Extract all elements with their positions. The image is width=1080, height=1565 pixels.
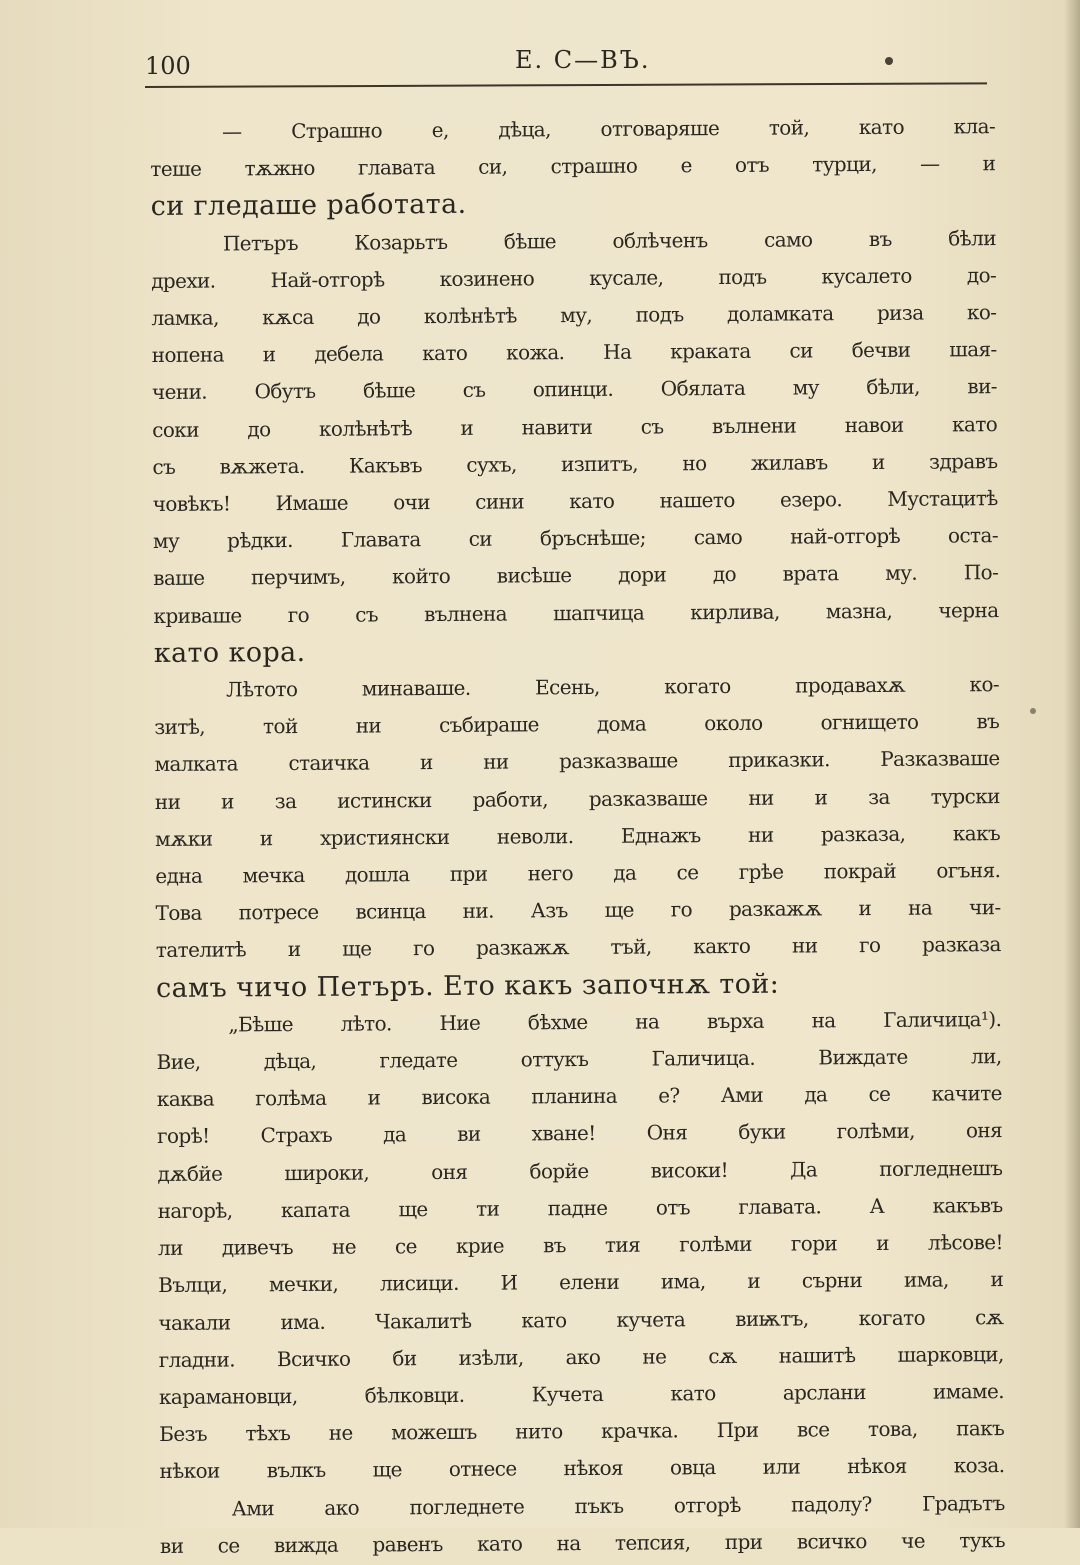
text-line: Лѣтото минаваше. Есень, когато продавахѫ ко- <box>225 672 1000 702</box>
text-line: си гледаше работата. <box>150 189 467 223</box>
text-line: самъ чичо Петъръ. Ето какъ започнѫ той: <box>155 968 780 1004</box>
text-line: съ вѫжета. Какъвъ сухъ, изпитъ, но жилавъ и здравъ <box>152 448 998 479</box>
body-text <box>150 108 1005 1565</box>
page-header <box>145 40 990 90</box>
text-line: една мечка дошла при него да се грѣе покрай огъня. <box>155 858 1001 889</box>
text-line: ли дивечъ не се крие въ тия голѣми гори и лѣсове! <box>157 1230 1003 1261</box>
text-line: Това потресе всинца ни. Азъ ще го разкажѫ и на чи- <box>155 895 1001 926</box>
ink-speck <box>885 57 893 65</box>
text-line: соки до колѣнѣтѣ и навити съ вълнени навои като <box>152 411 998 442</box>
text-line: малката стаичка и ни разказваше приказки. Разказваше <box>154 746 1000 777</box>
page-number: 100 <box>145 52 191 80</box>
text-line: дрехи. Най-отгорѣ козинено кусале, подъ кусалето до- <box>151 262 997 293</box>
text-line: Безъ тѣхъ не можешъ нито крачка. При все това, пакъ <box>159 1416 1005 1447</box>
text-line: чакали има. Чакалитѣ като кучета виѭтъ, когато сѫ <box>158 1304 1004 1335</box>
text-line: дѫбйе широки, оня борйе високи! Да погледнешъ <box>157 1155 1003 1186</box>
header-rule <box>145 82 987 88</box>
text-line: мѫки и християнски неволи. Еднажъ ни разказа, какъ <box>154 820 1001 851</box>
text-line: Ами ако погледнете пъкъ отгорѣ падолу? Градътъ <box>231 1490 1005 1520</box>
text-line: ни и за истински работи, разказваше ни и за турски <box>154 783 1000 814</box>
text-line: нагорѣ, капата ще ти падне отъ главата. А какъвъ <box>157 1192 1003 1223</box>
text-line: Петъръ Козарьтъ бѣше облѣченъ само въ бѣли <box>222 225 996 256</box>
text-line: нѣкои вълкъ ще отнесе нѣкоя овца или нѣкоя коза. <box>159 1453 1005 1484</box>
text-line: каква голѣма и висока планина е? Ами да се качите <box>156 1081 1002 1112</box>
text-line: му рѣдки. Главата си бръснѣше; само най-отгорѣ оста- <box>152 523 999 554</box>
text-line: Вълци, мечки, лисици. И елени има, и сърни има, и <box>158 1267 1004 1298</box>
ink-speck <box>1030 708 1036 714</box>
text-line: карамановци, бѣлковци. Кучета като арслани имаме. <box>158 1378 1005 1409</box>
text-line: зитѣ, той ни събираше дома около огнището въ <box>154 709 1000 740</box>
text-line: ваше перчимъ, който висѣше дори до врата му. По- <box>153 560 999 591</box>
text-line: криваше го съ вълнена шапчица кирлива, мазна, черна <box>153 597 999 628</box>
text-line: ви се вижда равенъ като на тепсия, при всичко че тукъ <box>159 1527 1006 1558</box>
text-line: човѣкъ! Имаше очи сини като нашето езеро. Мустацитѣ <box>152 486 998 517</box>
text-line: тателитѣ и ще го разкажѫ тъй, както ни го разказа <box>155 932 1001 963</box>
text-line: теше тѫжно главата си, страшно е отъ турци, — и <box>150 151 996 182</box>
running-head: Е. С—ВЪ. <box>515 46 651 74</box>
text-line: Вие, дѣца, гледате оттукъ Галичица. Виждате ли, <box>156 1044 1002 1075</box>
text-line: гладни. Всичко би изѣли, ако не сѫ нашитѣ шарковци, <box>158 1341 1004 1372</box>
text-line: горѣ! Страхъ да ви хване! Оня буки голѣми, оня <box>157 1118 1003 1149</box>
text-line: „Бѣше лѣто. Ние бѣхме на върха на Галичица¹). <box>228 1006 1002 1037</box>
text-line: чени. Обутъ бѣше съ опинци. Обялата му бѣли, ви- <box>151 374 998 405</box>
text-line: като кора. <box>153 636 306 669</box>
page-edge-shadow <box>1064 0 1080 1528</box>
text-line: нопена и дебела като кожа. На краката си бечви шая- <box>151 337 997 368</box>
text-line: — Страшно е, дѣца, отговаряше той, като кла- <box>222 114 996 144</box>
text-line: ламка, кѫса до колѣнѣтѣ му, подъ доламката риза ко- <box>151 300 997 331</box>
